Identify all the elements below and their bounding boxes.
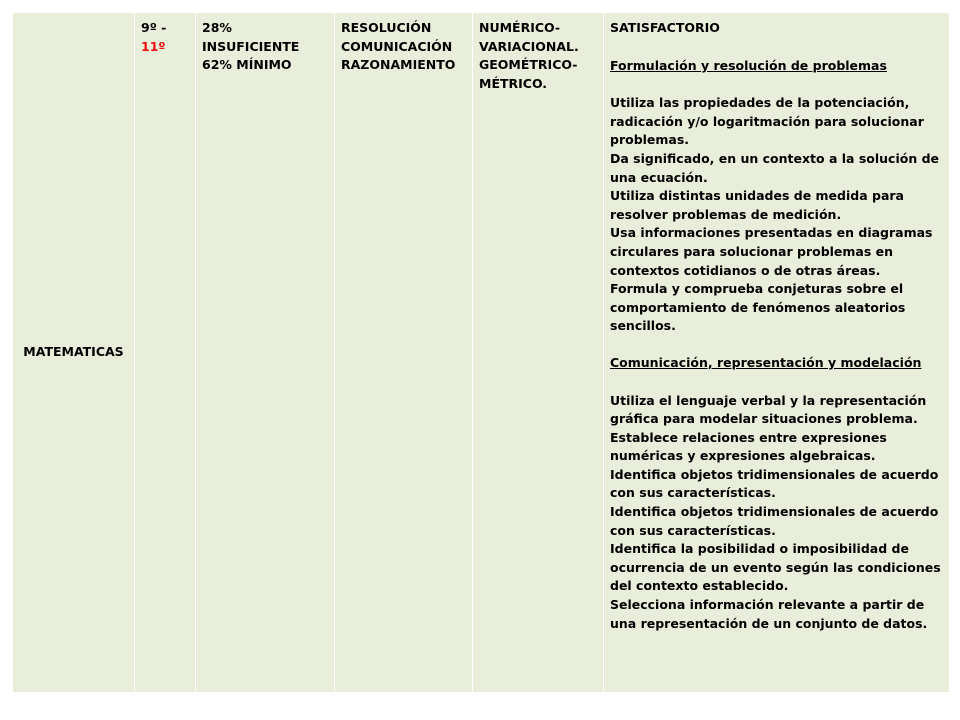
list-item: Usa informaciones presentadas en diagramas circulares para solucionar problemas en contextos cotidianos o de otras áreas. [610,225,933,278]
component-line: GEOMÉTRICO- [479,57,578,73]
competency-line: COMUNICACIÓN [341,38,453,54]
subject-name: MATEMATICAS [23,344,124,360]
list-item: Formula y comprueba conjeturas sobre el comportamiento de fenómenos aleatorios sencillos. [610,281,906,334]
grade-cell [135,13,196,693]
results-cell [196,13,335,693]
list-item: Establece relaciones entre expresiones numéricas y expresiones algebraicas. [610,429,887,464]
grade-end: 11º [141,38,166,54]
grade-start: 9º - [141,20,167,35]
list-item: Identifica objetos tridimensionales de acuerdo con sus características. [610,504,939,538]
list-item: Utiliza las propiedades de la potenciación, radicación y/o logaritmación para solucionar problemas. [610,95,924,148]
performance-level: SATISFACTORIO [610,20,720,35]
section-title: Formulación y resolución de problemas [610,57,887,73]
table-row [13,13,950,693]
competency-line: RESOLUCIÓN [341,20,432,35]
result-line: INSUFICIENTE [202,38,300,54]
list-item: Identifica la posibilidad o imposibilidad de ocurrencia de un evento según las condiciones del contexto establecido. [610,541,941,594]
list-item: Utiliza distintas unidades de medida para resolver problemas de medición. [610,188,904,222]
result-line: 62% MÍNIMO [202,57,292,73]
results-table [12,12,950,693]
result-line: 28% [202,20,232,35]
list-item: Identifica objetos tridimensionales de acuerdo con sus características. [610,466,939,501]
descriptor-cell [604,13,950,693]
component-line: VARIACIONAL. [479,38,579,54]
competencies-cell [335,13,473,693]
components-cell [473,13,604,693]
section-title: Comunicación, representación y modelación [610,354,922,370]
list-item: Selecciona información relevante a partir de una representación de un conjunto de datos. [610,597,928,631]
subject-cell [13,13,135,693]
competency-line: RAZONAMIENTO [341,57,456,73]
section-items [610,392,943,634]
component-line: MÉTRICO. [479,75,548,91]
list-item: Da significado, en un contexto a la solución de una ecuación. [610,150,939,185]
component-line: NUMÉRICO- [479,20,561,35]
section-items [610,94,943,336]
list-item: Utiliza el lenguaje verbal y la representación gráfica para modelar situaciones problema. [610,392,927,427]
